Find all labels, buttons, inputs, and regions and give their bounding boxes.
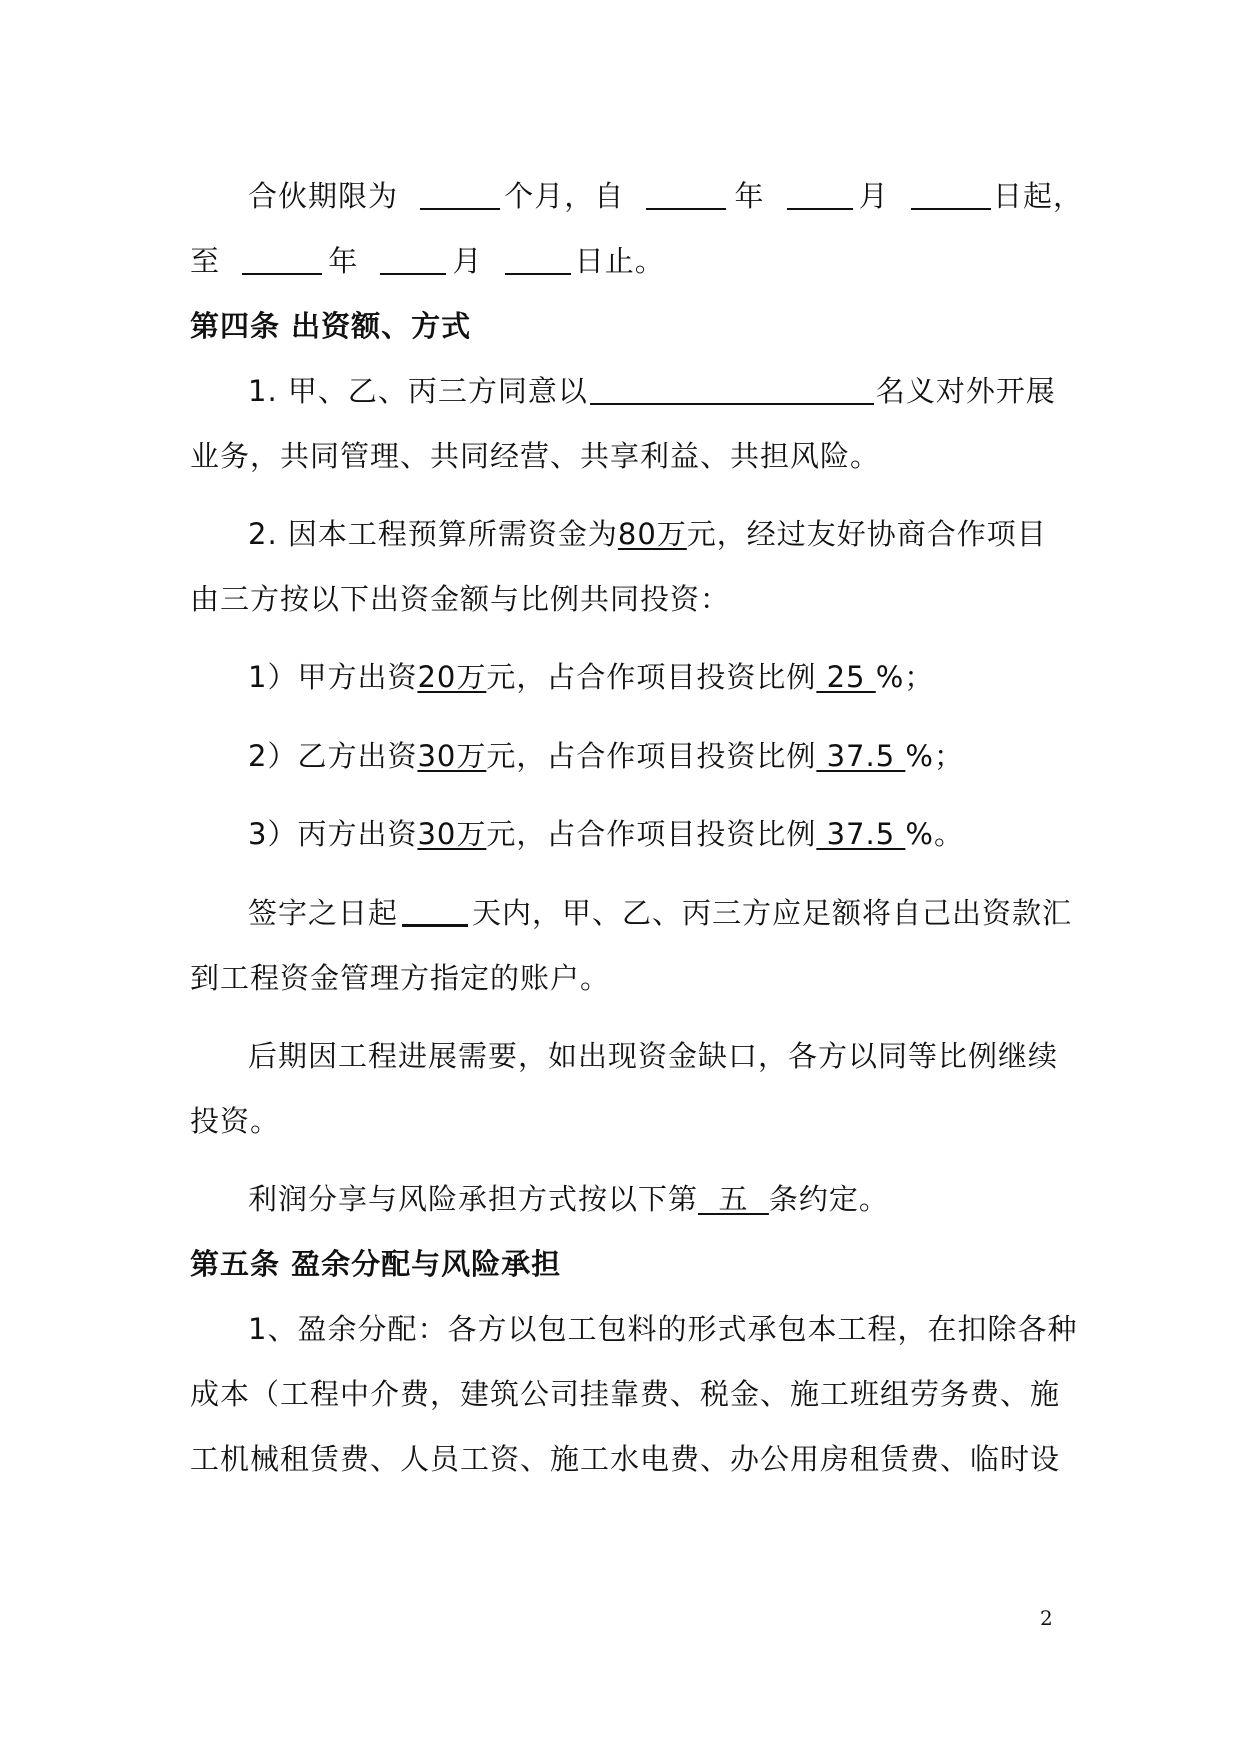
article-number: 五 (698, 1182, 769, 1216)
investment-item-1: 1）甲方出资20万元，占合作项目投资比例 25 %； (248, 660, 935, 694)
para-1-line-2: 业务，共同管理、共同经营、共享利益、共担风险。 (190, 439, 881, 473)
term-line-2: 至 年 月 日止。 (190, 244, 665, 278)
investment-amount: 30万 (417, 817, 487, 851)
investment-item-3: 3）丙方出资30万元，占合作项目投资比例 37.5 %。 (248, 817, 964, 851)
para-3-line-1: 签字之日起 天内，甲、乙、丙三方应足额将自己出资款汇 (248, 896, 1073, 930)
investment-amount: 20万 (417, 660, 487, 694)
investment-amount: 30万 (417, 739, 487, 773)
para-2-line-1: 2. 因本工程预算所需资金为80万元，经过友好协商合作项目 (248, 517, 1047, 551)
investment-percent: 25 (816, 660, 876, 694)
para-2-line-2: 由三方按以下出资金额与比例共同投资： (190, 582, 731, 616)
business-name-blank (590, 375, 874, 405)
end-day-blank (505, 245, 571, 275)
investment-percent: 37.5 (816, 739, 906, 773)
article-4-heading: 第四条 出资额、方式 (190, 309, 472, 343)
para-5: 利润分享与风险承担方式按以下第 五 条约定。 (248, 1182, 889, 1216)
investment-item-2: 2）乙方出资30万元，占合作项目投资比例 37.5 %； (248, 739, 964, 773)
para-1-line-1: 1. 甲、乙、丙三方同意以 名义对外开展 (248, 374, 1056, 408)
days-blank (402, 896, 468, 927)
end-year-blank (242, 245, 322, 275)
para-6-line-2: 成本（工程中介费，建筑公司挂靠费、税金、施工班组劳务费、施 (190, 1377, 1061, 1411)
para-6-line-3: 工机械租赁费、人员工资、施工水电费、办公用房租赁费、临时设 (190, 1442, 1061, 1476)
months-blank (420, 180, 500, 210)
term-label: 合伙期限为 (248, 179, 399, 213)
para-3-line-2: 到工程资金管理方指定的账户。 (190, 961, 611, 995)
investment-percent: 37.5 (816, 817, 906, 851)
para-6-line-1: 1、盈余分配：各方以包工包料的形式承包本工程，在扣除各种 (248, 1312, 1078, 1346)
start-month-blank (787, 180, 853, 210)
term-line-1: 合伙期限为 个月，自 年 月 日起， (248, 179, 1083, 213)
para-4-line-2: 投资。 (190, 1104, 281, 1138)
start-day-blank (911, 180, 991, 210)
page-number: 2 (1040, 1606, 1053, 1630)
end-month-blank (380, 245, 446, 275)
para-4-line-1: 后期因工程进展需要，如出现资金缺口，各方以同等比例继续 (248, 1039, 1059, 1073)
budget-amount: 80万 (617, 517, 687, 551)
start-year-blank (646, 180, 726, 210)
article-5-heading: 第五条 盈余分配与风险承担 (190, 1247, 562, 1281)
